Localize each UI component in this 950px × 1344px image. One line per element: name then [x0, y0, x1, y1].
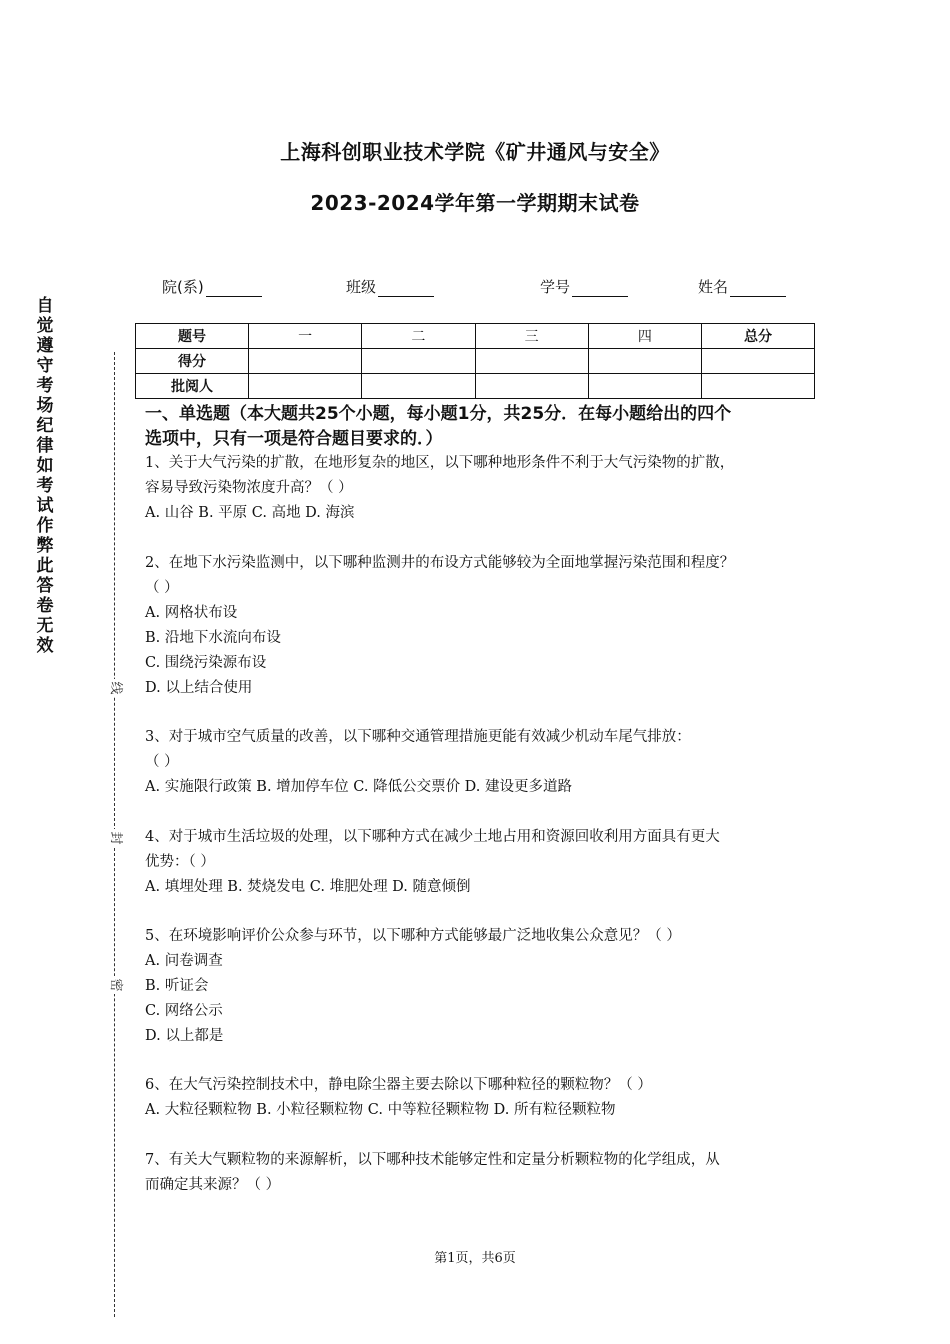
class-label: 班级: [346, 278, 377, 296]
exam-discipline-notice: 自觉遵守考场纪律如考试作弊此答卷无效: [36, 296, 54, 656]
score-row: [136, 349, 815, 374]
score-cell[interactable]: [249, 349, 362, 374]
name-label: 姓名: [698, 278, 729, 296]
question-2-text: 2、在地下水污染监测中，以下哪种监测井的布设方式能够较为全面地掌握污染范围和程度？: [145, 555, 735, 571]
seal-mark-line: 线: [106, 679, 124, 697]
exam-title-line2: 2023-2024学年第一学期期末试卷: [310, 191, 640, 215]
student-info-row: [0, 276, 950, 300]
grader-cell[interactable]: [475, 374, 588, 399]
class-field: [346, 276, 434, 297]
score-header-cell: 三: [475, 324, 588, 349]
score-row-label: 得分: [136, 349, 249, 374]
score-header-cell: 一: [249, 324, 362, 349]
section-1-heading: [145, 402, 825, 452]
score-header-cell: 四: [588, 324, 701, 349]
question-3-text: 3、对于城市空气质量的改善，以下哪种交通管理措施更能有效减少机动车尾气排放：: [145, 729, 691, 745]
question-5-option: D. 以上都是: [145, 1028, 224, 1044]
grader-cell[interactable]: [362, 374, 475, 399]
score-cell[interactable]: [702, 349, 815, 374]
question-5-option: B. 听证会: [145, 978, 209, 994]
question-2-option: A. 网格状布设: [145, 605, 238, 621]
grader-row-label: 批阅人: [136, 374, 249, 399]
question-2-option: B. 沿地下水流向布设: [145, 630, 281, 646]
score-cell[interactable]: [475, 349, 588, 374]
question-6-text: 6、在大气污染控制技术中，静电除尘器主要去除以下哪种粒径的颗粒物？（ ）: [145, 1077, 652, 1093]
question-5-option: A. 问卷调查: [145, 953, 223, 969]
question-6-options: A. 大粒径颗粒物 B. 小粒径颗粒物 C. 中等粒径颗粒物 D. 所有粒径颗粒物: [145, 1102, 616, 1118]
student-id-blank[interactable]: [572, 280, 628, 297]
question-3-text: （ ）: [145, 754, 179, 770]
grader-cell[interactable]: [249, 374, 362, 399]
question-1-text: 容易导致污染物浓度升高？（ ）: [145, 480, 353, 496]
question-3-options: A. 实施限行政策 B. 增加停车位 C. 降低公交票价 D. 建设更多道路: [145, 779, 573, 795]
score-table-header-row: [136, 324, 815, 349]
score-cell[interactable]: [362, 349, 475, 374]
question-5-option: C. 网络公示: [145, 1003, 223, 1019]
student-id-label: 学号: [540, 278, 571, 296]
name-field: [698, 276, 786, 297]
score-table: [135, 323, 815, 399]
score-header-cell: 二: [362, 324, 475, 349]
exam-title-line1: 上海科创职业技术学院《矿井通风与安全》: [280, 140, 670, 164]
grader-row: [136, 374, 815, 399]
dept-field: [162, 276, 262, 297]
score-header-cell: 总分: [702, 324, 815, 349]
question-4-text: 4、对于城市生活垃圾的处理，以下哪种方式在减少土地占用和资源回收利用方面具有更大: [145, 829, 720, 845]
name-blank[interactable]: [730, 280, 786, 297]
score-header-cell: 题号: [136, 324, 249, 349]
dept-label: 院(系): [162, 278, 204, 296]
score-cell[interactable]: [588, 349, 701, 374]
question-2-text: （ ）: [145, 580, 179, 596]
question-7-text: 而确定其来源？（ ）: [145, 1177, 281, 1193]
question-4-text: 优势：（ ）: [145, 854, 215, 870]
question-1-options: A. 山谷 B. 平原 C. 高地 D. 海滨: [145, 505, 355, 521]
section-1-heading-line: 一、单选题（本大题共25个小题，每小题1分，共25分．在每小题给出的四个: [145, 404, 732, 424]
section-1-heading-line: 选项中，只有一项是符合题目要求的．）: [145, 429, 443, 449]
seal-mark-seal: 封: [106, 829, 124, 847]
dept-blank[interactable]: [206, 280, 262, 297]
question-2-option: C. 围绕污染源布设: [145, 655, 267, 671]
grader-cell[interactable]: [588, 374, 701, 399]
question-7-text: 7、有关大气颗粒物的来源解析，以下哪种技术能够定性和定量分析颗粒物的化学组成，从: [145, 1152, 720, 1168]
question-5-text: 5、在环境影响评价公众参与环节，以下哪种方式能够最广泛地收集公众意见？（ ）: [145, 928, 681, 944]
question-2-option: D. 以上结合使用: [145, 680, 253, 696]
seal-mark-secret: 密: [106, 976, 124, 994]
grader-cell[interactable]: [702, 374, 815, 399]
question-4-options: A. 填埋处理 B. 焚烧发电 C. 堆肥处理 D. 随意倾倒: [145, 879, 471, 895]
page-number-footer: 第1页，共6页: [434, 1251, 516, 1266]
class-blank[interactable]: [378, 280, 434, 297]
question-1-text: 1、关于大气污染的扩散，在地形复杂的地区，以下哪种地形条件不利于大气污染物的扩散，: [145, 455, 735, 471]
student-id-field: [540, 276, 628, 297]
